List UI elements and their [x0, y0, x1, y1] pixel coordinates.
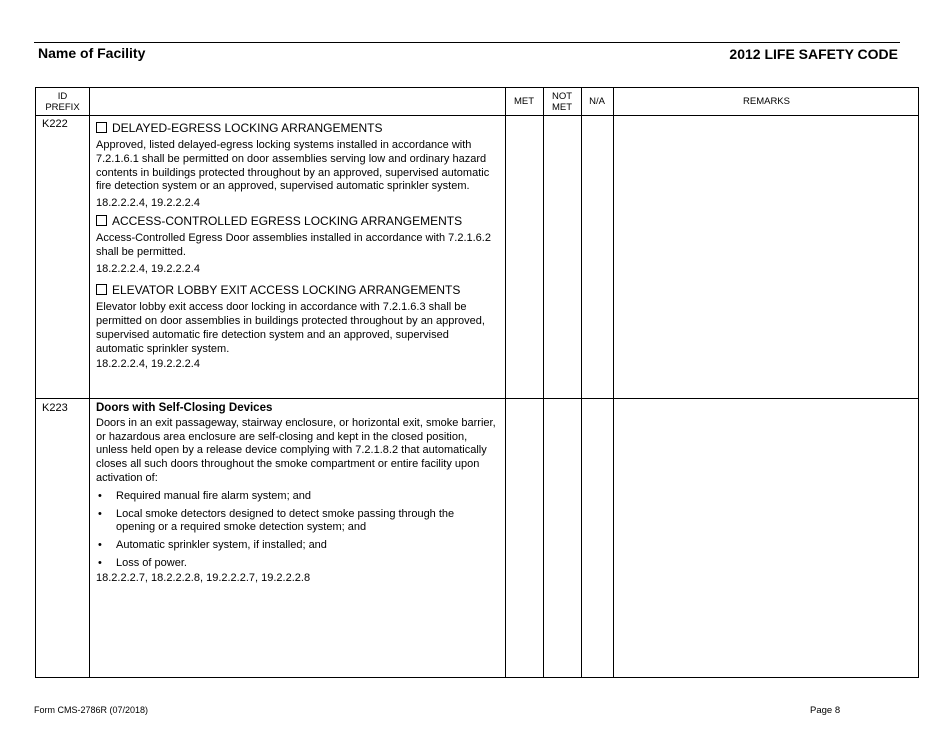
delayed-egress-text: Approved, listed delayed-egress locking systems installed in accordance with 7.2.1.6.1 shall be permitted on door assemblies serving low and ordinary hazard contents in buildings protected throughout by an approved, supervised automatic fire detection system or an approved, supervised automatic sprinkler system.: [96, 139, 490, 193]
col-met: MET: [513, 96, 535, 107]
col-divider-id: [89, 88, 90, 677]
self-closing-refs: 18.2.2.2.7, 18.2.2.2.8, 19.2.2.2.7, 19.2.2.2.8: [96, 571, 311, 584]
col-not-met: NOT MET: [551, 91, 573, 113]
row-divider: [36, 398, 918, 399]
elevator-lobby-heading: ELEVATOR LOBBY EXIT ACCESS LOCKING ARRANGEMENTS: [96, 283, 496, 297]
col-divider-na: [581, 88, 582, 677]
row-k223-content: [96, 402, 496, 586]
col-na: N/A: [589, 96, 605, 107]
checkbox-delayed-egress[interactable]: [96, 122, 107, 133]
col-remarks: REMARKS: [743, 96, 790, 107]
col-divider-remarks: [613, 88, 614, 677]
row-id-k222: K222: [42, 118, 68, 130]
delayed-egress-refs: 18.2.2.2.4, 19.2.2.2.4: [96, 197, 200, 210]
self-closing-text: Doors in an exit passageway, stairway enclosure, or horizontal exit, smoke barrier, or hazardous area enclosure are self-closing and kept in the closed position, unless held open by a release device complying with 7.2.1.8.2 that automatically closes all such doors throughout the smoke compartment or entire facility upon activation of:: [96, 416, 496, 484]
facility-name-label: Name of Facility: [38, 45, 146, 61]
access-controlled-refs: 18.2.2.2.4, 19.2.2.2.4: [96, 262, 200, 275]
col-divider-met: [505, 88, 506, 677]
page-number: Page 8: [810, 705, 841, 716]
checkbox-elevator-lobby[interactable]: [96, 284, 107, 295]
survey-table: [35, 87, 919, 678]
self-closing-list: [96, 490, 496, 571]
list-item: • Required manual fire alarm system; and: [96, 490, 496, 504]
elevator-lobby-text: Elevator lobby exit access door locking in accordance with 7.2.1.6.3 shall be permitted on door assemblies in buildings protected throughout by an approved, supervised automatic fire detection system and an approved, supervised automatic sprinkler system.: [96, 301, 485, 355]
form-number: Form CMS-2786R (07/2018): [34, 705, 149, 715]
access-controlled-text: Access-Controlled Egress Door assemblies installed in accordance with 7.2.1.6.2 shall be permitted.: [96, 231, 491, 258]
col-id-prefix: ID PREFIX: [45, 91, 80, 113]
self-closing-title: Doors with Self-Closing Devices: [96, 402, 273, 414]
checkbox-access-controlled[interactable]: [96, 215, 107, 226]
code-title: 2012 LIFE SAFETY CODE: [729, 46, 898, 62]
delayed-egress-heading: DELAYED-EGRESS LOCKING ARRANGEMENTS: [96, 121, 496, 135]
list-item: • Local smoke detectors designed to detect smoke passing through the opening or a required smoke detection system; and: [96, 508, 496, 536]
col-divider-notmet: [543, 88, 544, 677]
list-item: • Automatic sprinkler system, if installed; and: [96, 539, 496, 553]
access-controlled-heading: ACCESS-CONTROLLED EGRESS LOCKING ARRANGEMENTS: [96, 214, 496, 228]
row-id-k223: K223: [42, 402, 68, 414]
row-k222-content: [96, 121, 496, 371]
header-row-divider: [36, 115, 918, 116]
elevator-lobby-refs: 18.2.2.2.4, 19.2.2.2.4: [96, 357, 200, 370]
list-item: • Loss of power.: [96, 557, 496, 571]
header-rule: [34, 42, 900, 43]
